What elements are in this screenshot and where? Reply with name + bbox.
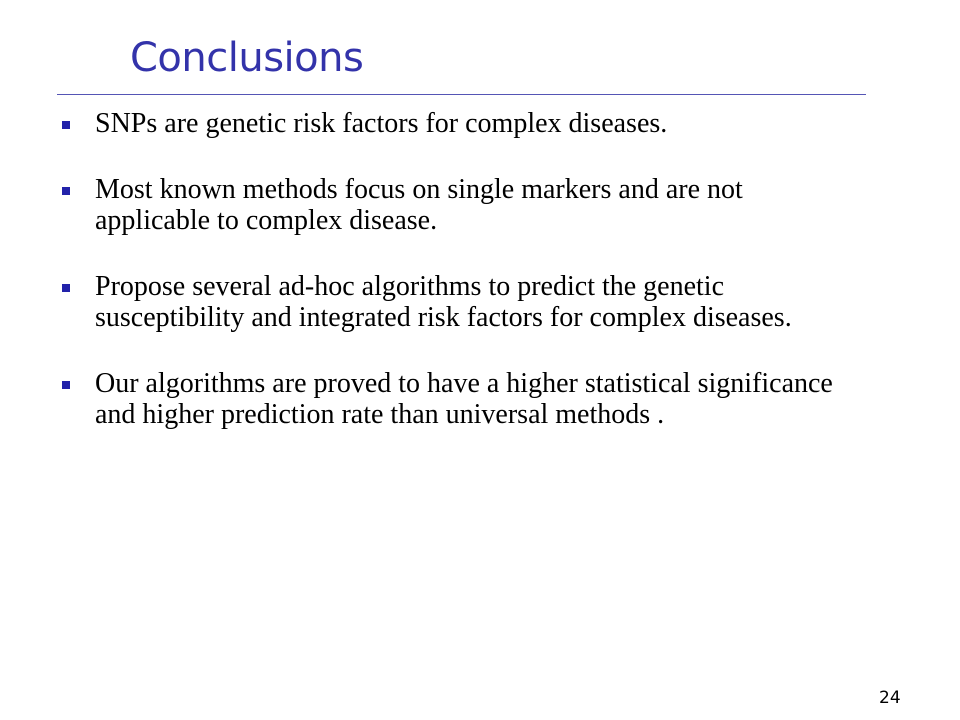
bullet-item xyxy=(62,108,852,139)
square-bullet-icon xyxy=(62,284,70,292)
bullet-item xyxy=(62,271,852,333)
bullet-text: Our algorithms are proved to have a higher statistical significance and higher prediction rate than universal methods . xyxy=(95,368,833,430)
square-bullet-icon xyxy=(62,121,70,129)
bullet-text: Most known methods focus on single markers and are not applicable to complex disease. xyxy=(95,174,743,236)
square-bullet-icon xyxy=(62,381,70,389)
slide-title: Conclusions xyxy=(130,35,364,81)
bullet-item xyxy=(62,174,852,236)
bullet-text: Propose several ad-hoc algorithms to predict the genetic susceptibility and integrated risk factors for complex diseases. xyxy=(95,271,792,333)
bullet-list xyxy=(62,108,852,465)
bullet-item xyxy=(62,368,852,430)
title-divider xyxy=(57,94,866,95)
square-bullet-icon xyxy=(62,187,70,195)
page-number: 24 xyxy=(879,688,901,708)
bullet-text: SNPs are genetic risk factors for complex diseases. xyxy=(95,108,668,139)
